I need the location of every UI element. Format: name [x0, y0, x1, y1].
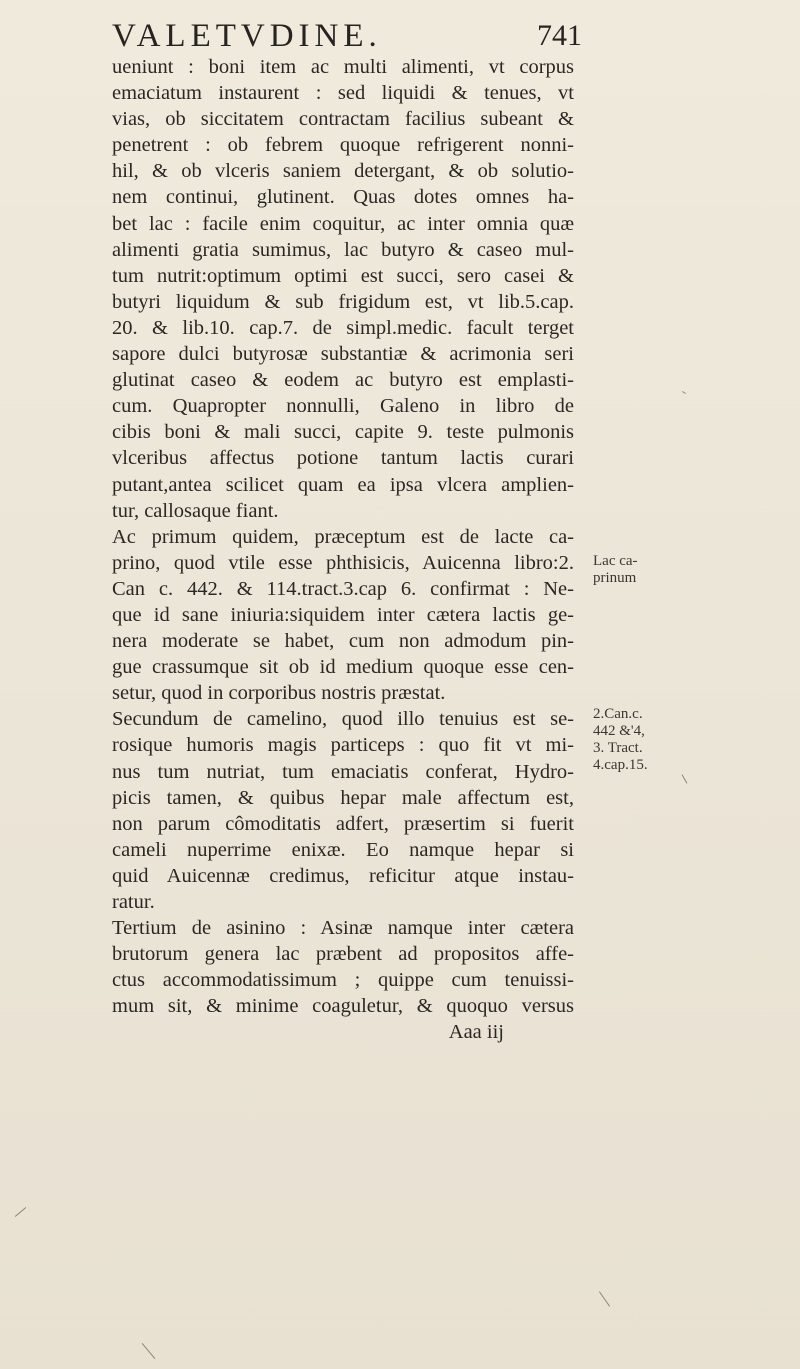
paper-speck [142, 1343, 156, 1359]
text-line: emaciatum instaurent : sed liquidi & tenues, vt [112, 82, 574, 105]
catchword: Aaa iij [448, 1021, 504, 1044]
text-line: putant,antea scilicet quam ea ipsa vlcera amplien- [112, 473, 574, 496]
paper-speck [682, 774, 688, 783]
text-line: prino, quod vtile esse phthisicis, Auicenna libro:2. [112, 551, 574, 574]
text-line: ctus accommodatissimum ; quippe cum tenuissi- [112, 969, 574, 992]
text-line: vlceribus affectus potione tantum lactis curari [112, 447, 574, 470]
text-line: butyri liquidum & sub frigidum est, vt lib.5.cap. [112, 290, 574, 313]
text-line: cameli nuperrime enixæ. Eo namque hepar si [112, 838, 574, 861]
text-line: non parum cômoditatis adfert, præsertim si fuerit [112, 812, 574, 835]
text-line: setur, quod in corporibus nostris præstat. [112, 682, 446, 705]
text-line: Can c. 442. & 114.tract.3.cap 6. confirmat : Ne- [112, 577, 574, 600]
paper-speck [15, 1207, 26, 1217]
text-line: quid Auicennæ credimus, reficitur atque instau- [112, 864, 574, 887]
text-line: nera moderate se habet, cum non admodum pin- [112, 630, 574, 653]
page-header [112, 16, 582, 56]
text-line: hil, & ob vlceris saniem detergant, & ob solutio- [112, 160, 574, 183]
text-line: vias, ob siccitatem contractam facilius subeant & [112, 108, 574, 131]
running-title: VALETVDINE. [112, 18, 382, 54]
text-line: picis tamen, & quibus hepar male affectum est, [112, 786, 574, 809]
text-line: 20. & lib.10. cap.7. de simpl.medic. facult terget [112, 316, 574, 339]
text-line: nem continui, glutinent. Quas dotes omnes ha- [112, 186, 574, 209]
page-number: 741 [537, 19, 582, 52]
text-line: cibis boni & mali succi, capite 9. teste pulmonis [112, 421, 574, 444]
text-line: cum. Quapropter nonnulli, Galeno in libro de [112, 395, 574, 418]
text-line: penetrent : ob febrem quoque refrigerent nonni- [112, 134, 574, 157]
paper-speck [599, 1291, 610, 1306]
margin-note-reference [593, 706, 683, 774]
text-line: brutorum genera lac præbent ad propositos affe- [112, 943, 574, 966]
margin-note-line: 442 &'4, [593, 723, 645, 739]
text-line: sapore dulci butyrosæ substantiæ & acrimonia seri [112, 343, 574, 366]
text-line: bet lac : facile enim coquitur, ac inter omnia quæ [112, 212, 574, 235]
text-line: Ac primum quidem, præceptum est de lacte ca- [112, 525, 574, 548]
text-line: tum nutrit:optimum optimi est succi, sero casei & [112, 264, 574, 287]
text-line: gue crassumque sit ob id medium quoque esse cen- [112, 656, 574, 679]
margin-note-line: 3. Tract. [593, 740, 643, 756]
paper-speck [682, 391, 686, 394]
text-line: Tertium de asinino : Asinæ namque inter cætera [112, 917, 574, 940]
margin-note-line: prinum [593, 570, 637, 586]
text-line: mum sit, & minime coaguletur, & quoquo versus [112, 995, 574, 1018]
text-line: que id sane iniuria:siquidem inter cætera lactis ge- [112, 603, 574, 626]
text-line: glutinat caseo & eodem ac butyro est emplasti- [112, 369, 574, 392]
margin-note-line: Lac ca- [593, 553, 638, 569]
text-line: ratur. [112, 891, 155, 913]
text-line: ueniunt : boni item ac multi alimenti, vt corpus [112, 56, 574, 78]
text-line: Secundum de camelino, quod illo tenuius est se- [112, 708, 574, 731]
text-line: rosique humoris magis particeps : quo fit vt mi- [112, 734, 574, 757]
text-line: nus tum nutriat, tum emaciatis conferat, Hydro- [112, 760, 574, 783]
margin-note-line: 2.Can.c. [593, 706, 643, 722]
text-line: tur, callosaque fiant. [112, 499, 279, 522]
text-line: alimenti gratia sumimus, lac butyro & caseo mul- [112, 238, 574, 261]
body-text [112, 54, 574, 1046]
margin-note-line: 4.cap.15. [593, 757, 648, 773]
margin-note-lac-caprinum [593, 553, 683, 587]
